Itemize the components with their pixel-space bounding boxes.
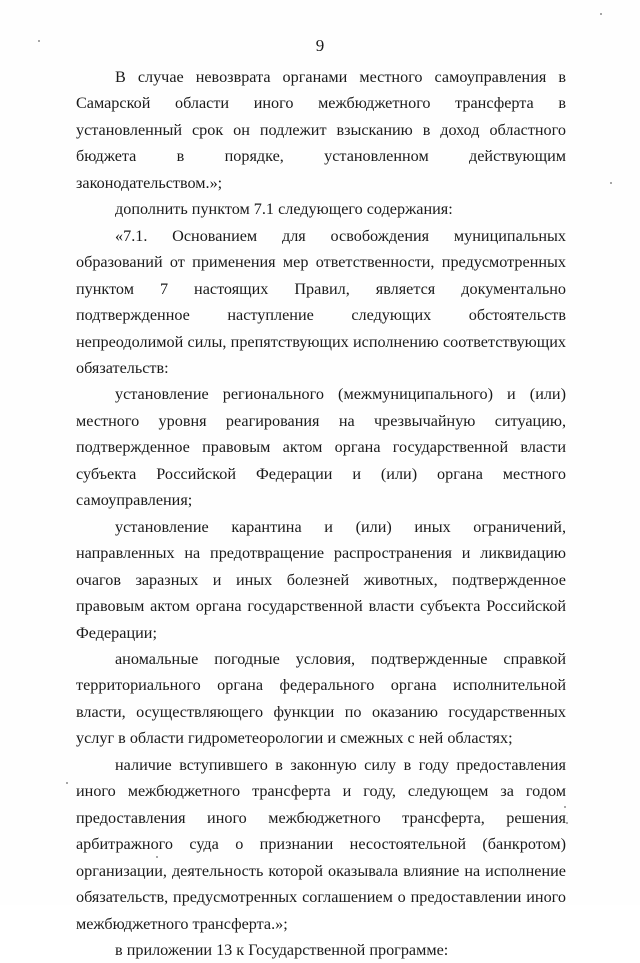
paragraph-weather: аномальные погодные условия, подтвержденные справкой территориального органа федерального органа исполнительной власти, осуществляющего функции по оказанию государственных услуг в области гидрометеорологии и смежных с ней областях;	[76, 649, 566, 748]
scan-speck	[610, 182, 612, 184]
paragraph-clause-7-1: «7.1. Основанием для освобождения муниципальных образований от применения мер ответственности, предусмотренных пунктом 7 настоящих Правил, является документально подтвержденное наступление следующих обстоятельств непреодолимой силы, препятствующих исполнению соответствующих обязательств:	[76, 226, 566, 377]
paragraph-refund-rule: В случае невозврата органами местного самоуправления в Самарской области иного межбюджетного трансферта в установленный срок он подлежит взысканию в доход областного бюджета в порядке, установленном действующим законодательством.»;	[76, 68, 566, 192]
paragraph-add-clause: дополнить пунктом 7.1 следующего содержания:	[115, 200, 453, 219]
scan-speck	[156, 856, 158, 858]
scan-speck	[66, 782, 68, 784]
scan-speck	[600, 13, 602, 15]
paragraph-annex-13: в приложении 13 к Государственной программе:	[115, 940, 449, 959]
scan-speck	[564, 806, 566, 808]
paragraph-quarantine: установление карантина и (или) иных ограничений, направленных на предотвращение распространения и ликвидацию очагов заразных и иных болезней животных, подтвержденное правовым актом органа государственной власти субъекта Российской Федерации;	[76, 517, 566, 642]
page-number: 9	[315, 36, 325, 55]
scan-speck	[38, 40, 40, 42]
paragraph-emergency-response: установление регионального (межмуниципального) и (или) местного уровня реагирования на чрезвычайную ситуацию, подтвержденное правовым актом органа государственной власти субъекта Российской Федерации и (или) органа местного самоуправления;	[76, 385, 566, 510]
document-body	[76, 64, 566, 963]
scan-speck	[566, 822, 568, 824]
paragraph-bankruptcy: наличие вступившего в законную силу в году предоставления иного межбюджетного трансферта и году, следующем за годом предоставления иного межбюджетного трансферта, решения арбитражного суда о признании несостоятельной (банкротом) организации, деятельность которой оказывала влияние на исполнение обязательств, предусмотренных соглашением о предоставлении иного межбюджетного трансферта.»;	[76, 755, 566, 933]
